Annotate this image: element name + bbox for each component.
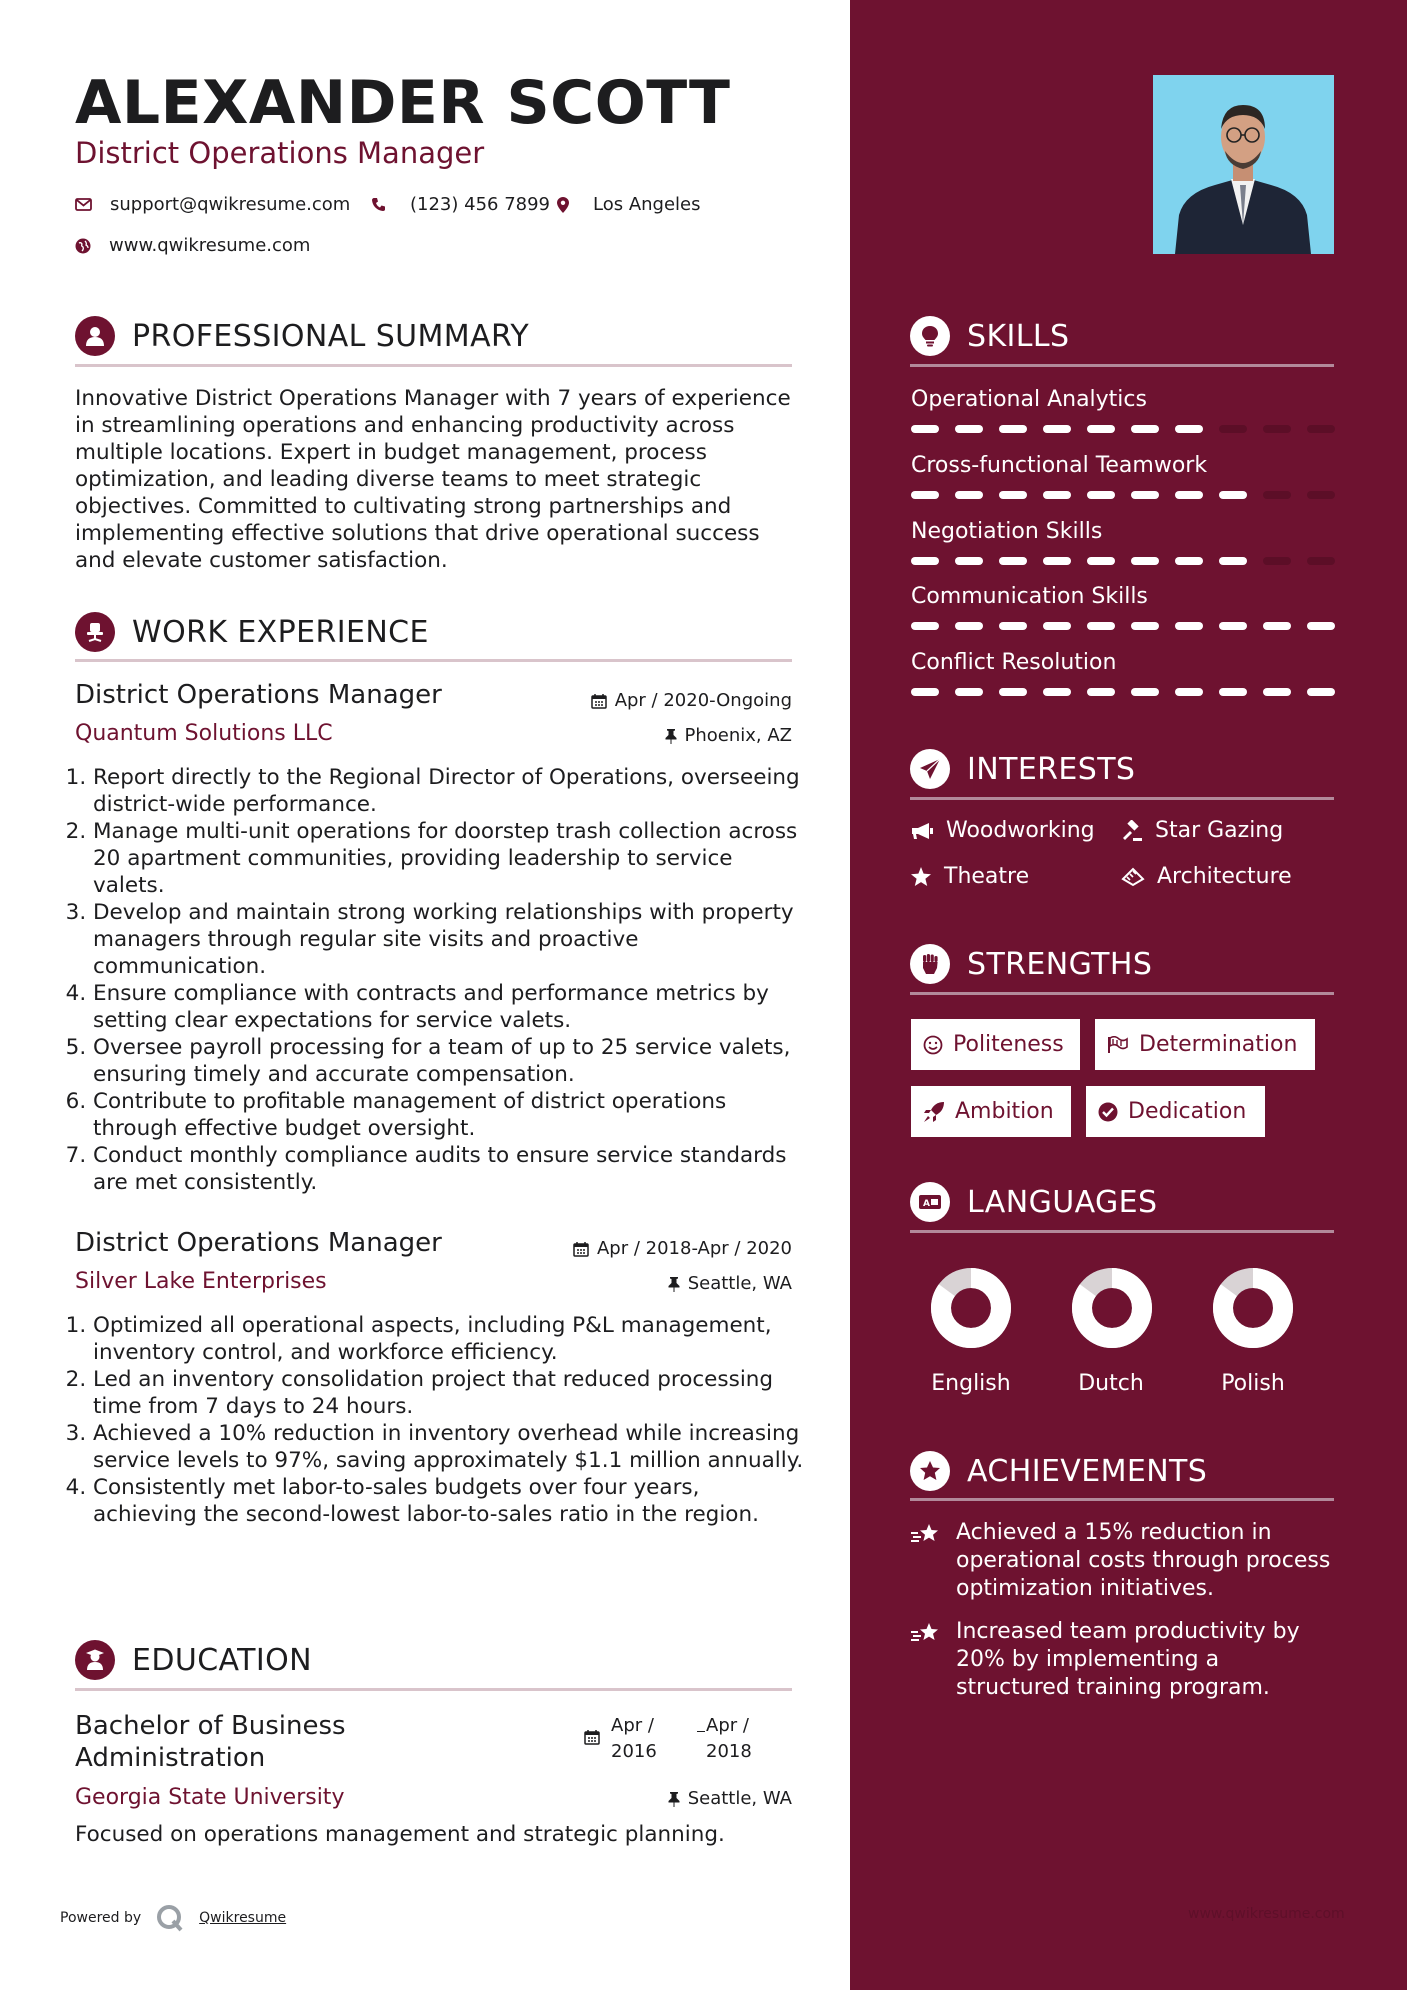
star-icon xyxy=(910,867,932,887)
pushpin-icon xyxy=(668,1791,680,1807)
education-end-date xyxy=(706,1713,752,1765)
shooting-star-icon xyxy=(910,1621,940,1647)
languages-heading xyxy=(910,1182,1157,1222)
job-title: District Operations Manager xyxy=(75,1228,442,1258)
interest-label: Star Gazing xyxy=(1155,818,1284,843)
skill-name: Cross-functional Teamwork xyxy=(911,453,1208,478)
skill-dash xyxy=(911,622,939,630)
job-responsibilities xyxy=(75,764,808,1196)
school-name: Georgia State University xyxy=(75,1785,345,1810)
achievements-heading xyxy=(910,1451,1207,1491)
calendar-icon xyxy=(591,693,607,709)
translate-icon xyxy=(910,1182,950,1222)
paper-plane-icon xyxy=(910,749,950,789)
skill-dash xyxy=(955,491,983,499)
skill-dash xyxy=(1043,688,1071,696)
skill-dash xyxy=(1131,622,1159,630)
education-description: Focused on operations management and strategic planning. xyxy=(75,1822,725,1847)
list-item: 2. Led an inventory consolidation project that reduced processing time from 7 days to 24 hours. xyxy=(93,1366,808,1420)
skill-name: Negotiation Skills xyxy=(911,519,1103,544)
fist-icon xyxy=(910,944,950,984)
phone-contact[interactable] xyxy=(371,194,550,215)
skill-dash xyxy=(1087,425,1115,433)
education-divider xyxy=(75,1688,792,1691)
powered-by xyxy=(60,1903,286,1933)
footer-site: www.qwikresume.com xyxy=(1188,1906,1345,1922)
phone-text: (123) 456 7899 xyxy=(410,194,551,215)
education-start-date xyxy=(611,1713,657,1765)
skill-dash xyxy=(955,557,983,565)
skill-dash xyxy=(955,622,983,630)
skill-dash xyxy=(1175,557,1203,565)
language-donut-polish xyxy=(1210,1265,1296,1351)
candidate-title: District Operations Manager xyxy=(75,136,485,170)
skill-dash xyxy=(1219,688,1247,696)
strengths-heading xyxy=(910,944,1152,984)
start-date-line-1: Apr / xyxy=(611,1715,654,1736)
smile-icon xyxy=(923,1035,943,1055)
skill-dash xyxy=(955,688,983,696)
languages-divider xyxy=(910,1230,1334,1233)
skill-dash xyxy=(1219,557,1247,565)
map-marker-icon xyxy=(557,197,569,213)
date-separator xyxy=(697,1731,705,1732)
education-heading xyxy=(75,1640,312,1680)
location-text: Los Angeles xyxy=(593,194,701,215)
skill-dash xyxy=(911,491,939,499)
skill-dash xyxy=(1307,425,1335,433)
strength-label: Determination xyxy=(1139,1032,1298,1057)
skill-dash xyxy=(999,557,1027,565)
skill-dash xyxy=(1087,688,1115,696)
website-text: www.qwikresume.com xyxy=(109,235,311,256)
star-badge-icon xyxy=(910,1451,950,1491)
skill-dash xyxy=(1263,622,1291,630)
qwikresume-logo-icon xyxy=(155,1903,185,1933)
strength-badge xyxy=(1095,1019,1315,1070)
graduate-icon xyxy=(75,1640,115,1680)
skill-name: Operational Analytics xyxy=(911,387,1147,412)
experience-heading xyxy=(75,612,429,652)
interest-item xyxy=(1121,818,1283,843)
skill-name: Communication Skills xyxy=(911,584,1148,609)
skill-dash xyxy=(1087,557,1115,565)
language-donut-dutch xyxy=(1069,1265,1155,1351)
job-dates xyxy=(520,1238,792,1259)
phone-icon xyxy=(371,197,386,212)
svg-text:A: A xyxy=(923,1199,930,1209)
list-item: 1. Optimized all operational aspects, including P&L management, inventory control, and workforce efficiency. xyxy=(93,1312,808,1366)
achievements-heading-text: ACHIEVEMENTS xyxy=(967,1453,1208,1489)
company-name: Quantum Solutions LLC xyxy=(75,721,333,746)
degree-line-1: Bachelor of Business xyxy=(75,1711,346,1741)
website-contact[interactable] xyxy=(75,235,310,256)
interest-item xyxy=(910,818,1095,843)
list-item: 3. Develop and maintain strong working relationships with property managers through regular site visits and proactive communication. xyxy=(93,899,808,980)
powered-by-label: Powered by xyxy=(60,1910,142,1926)
skills-divider xyxy=(910,364,1334,367)
skill-dash xyxy=(1263,491,1291,499)
globe-icon xyxy=(75,238,91,254)
interest-label: Theatre xyxy=(944,864,1030,889)
gavel-icon xyxy=(1121,820,1143,842)
list-item: 4. Consistently met labor-to-sales budgets over four years, achieving the second-lowest labor-to-sales ratio in the region. xyxy=(93,1474,808,1528)
interest-label: Woodworking xyxy=(946,818,1095,843)
skill-meter xyxy=(911,491,1335,499)
skill-dash xyxy=(1219,491,1247,499)
job-dates-text: Apr / 2018-Apr / 2020 xyxy=(596,1238,792,1259)
brand-link[interactable]: Qwikresume xyxy=(199,1910,287,1926)
skill-dash xyxy=(1131,688,1159,696)
skill-dash xyxy=(1087,622,1115,630)
skill-dash xyxy=(911,425,939,433)
strength-badge xyxy=(1086,1086,1265,1137)
interest-item xyxy=(910,864,1029,889)
strength-label: Ambition xyxy=(955,1099,1054,1124)
summary-heading xyxy=(75,316,529,356)
language-label: Dutch xyxy=(1078,1371,1144,1396)
education-location-text: Seattle, WA xyxy=(687,1788,792,1809)
job-title: District Operations Manager xyxy=(75,680,442,710)
skill-dash xyxy=(1175,491,1203,499)
envelope-icon xyxy=(75,198,92,211)
job-location xyxy=(540,725,792,746)
skill-meter xyxy=(911,557,1335,565)
skill-dash xyxy=(1263,425,1291,433)
skill-dash xyxy=(1307,688,1335,696)
skill-dash xyxy=(1087,491,1115,499)
skill-meter xyxy=(911,688,1335,696)
strength-badge xyxy=(911,1019,1080,1070)
skill-dash xyxy=(999,688,1027,696)
interests-heading-text: INTERESTS xyxy=(967,751,1136,787)
skill-dash xyxy=(999,491,1027,499)
skill-name: Conflict Resolution xyxy=(911,650,1117,675)
pushpin-icon xyxy=(668,1276,680,1292)
skill-dash xyxy=(1131,557,1159,565)
list-item: 2. Manage multi-unit operations for doorstep trash collection across 20 apartment communities, providing leadership to service valets. xyxy=(93,818,808,899)
list-item: 7. Conduct monthly compliance audits to ensure service standards are met consistently. xyxy=(93,1142,808,1196)
shooting-star-icon xyxy=(910,1522,940,1548)
experience-heading-text: WORK EXPERIENCE xyxy=(132,614,429,650)
skill-dash xyxy=(1263,688,1291,696)
email-text: support@qwikresume.com xyxy=(110,194,351,215)
location-contact xyxy=(557,194,701,215)
achievements-divider xyxy=(910,1498,1334,1501)
skills-heading xyxy=(910,316,1069,356)
summary-text: Innovative District Operations Manager with 7 years of experience in streamlining operations and enhancing productivity across multiple locations. Expert in budget management, process optimization, and leading diverse teams to meet strategic objectives. Committed to cultivating strong partnerships and implementing effective solutions that drive operational success and elevate customer satisfaction. xyxy=(75,386,791,573)
language-donut-english xyxy=(928,1265,1014,1351)
check-circle-icon xyxy=(1098,1102,1118,1122)
skill-dash xyxy=(1219,425,1247,433)
languages-heading-text: LANGUAGES xyxy=(967,1184,1158,1220)
list-item: 3. Achieved a 10% reduction in inventory overhead while increasing service levels to 97%, saving approximately $1.1 million annually. xyxy=(93,1420,808,1474)
flag-icon xyxy=(1107,1036,1129,1054)
end-date-line-1: Apr / xyxy=(706,1715,749,1736)
calendar-icon xyxy=(573,1241,589,1257)
summary-heading-text: PROFESSIONAL SUMMARY xyxy=(132,318,530,354)
strengths-divider xyxy=(910,992,1334,995)
skill-dash xyxy=(1043,557,1071,565)
bullhorn-icon xyxy=(910,822,934,840)
ruler-icon xyxy=(1121,867,1145,887)
skill-dash xyxy=(1175,425,1203,433)
skill-dash xyxy=(1175,622,1203,630)
pushpin-icon xyxy=(665,728,677,744)
job-dates xyxy=(540,690,792,711)
language-label: Polish xyxy=(1221,1371,1285,1396)
strength-label: Dedication xyxy=(1128,1099,1247,1124)
company-name: Silver Lake Enterprises xyxy=(75,1269,327,1294)
skill-dash xyxy=(911,688,939,696)
interests-heading xyxy=(910,749,1135,789)
job-dates-text: Apr / 2020-Ongoing xyxy=(614,690,792,711)
skills-heading-text: SKILLS xyxy=(967,318,1070,354)
skill-dash xyxy=(1043,425,1071,433)
skill-dash xyxy=(1131,425,1159,433)
skill-meter xyxy=(911,622,1335,630)
list-item: 1. Report directly to the Regional Director of Operations, overseeing district-wide performance. xyxy=(93,764,808,818)
calendar-icon xyxy=(584,1729,600,1745)
email-contact[interactable] xyxy=(75,194,350,215)
skill-dash xyxy=(1307,557,1335,565)
list-item: 4. Ensure compliance with contracts and performance metrics by setting clear expectations for service valets. xyxy=(93,980,808,1034)
skill-dash xyxy=(999,425,1027,433)
skill-meter xyxy=(911,425,1335,433)
achievement-item: Increased team productivity by 20% by implementing a structured training program. xyxy=(956,1619,1300,1700)
degree-line-2: Administration xyxy=(75,1743,266,1773)
skill-dash xyxy=(911,557,939,565)
skill-dash xyxy=(955,425,983,433)
education-heading-text: EDUCATION xyxy=(132,1642,312,1678)
skill-dash xyxy=(1263,557,1291,565)
job-responsibilities xyxy=(75,1312,808,1528)
skill-dash xyxy=(1307,491,1335,499)
job-location-text: Phoenix, AZ xyxy=(684,725,792,746)
skill-dash xyxy=(1219,622,1247,630)
experience-divider xyxy=(75,659,792,662)
job-location xyxy=(540,1273,792,1294)
language-label: English xyxy=(931,1371,1011,1396)
skill-dash xyxy=(999,622,1027,630)
interest-item xyxy=(1121,864,1292,889)
interest-label: Architecture xyxy=(1157,864,1292,889)
strength-badge xyxy=(911,1086,1071,1137)
profile-photo xyxy=(1153,75,1334,254)
start-date-line-2: 2016 xyxy=(611,1741,657,1762)
skill-dash xyxy=(1307,622,1335,630)
user-icon xyxy=(75,316,115,356)
education-location xyxy=(540,1788,792,1809)
skill-dash xyxy=(1043,622,1071,630)
skill-dash xyxy=(1175,688,1203,696)
summary-divider xyxy=(75,364,792,367)
interests-divider xyxy=(910,797,1334,800)
chair-icon xyxy=(75,612,115,652)
list-item: 6. Contribute to profitable management of district operations through effective budget oversight. xyxy=(93,1088,808,1142)
rocket-icon xyxy=(923,1101,945,1123)
achievement-item: Achieved a 15% reduction in operational costs through process optimization initiatives. xyxy=(956,1520,1331,1601)
skill-dash xyxy=(1043,491,1071,499)
candidate-name: ALEXANDER SCOTT xyxy=(75,68,731,138)
lightbulb-icon xyxy=(910,316,950,356)
skill-dash xyxy=(1131,491,1159,499)
end-date-line-2: 2018 xyxy=(706,1741,752,1762)
list-item: 5. Oversee payroll processing for a team of up to 25 service valets, ensuring timely and accurate compensation. xyxy=(93,1034,808,1088)
strength-label: Politeness xyxy=(953,1032,1064,1057)
strengths-heading-text: STRENGTHS xyxy=(967,946,1153,982)
job-location-text: Seattle, WA xyxy=(687,1273,792,1294)
